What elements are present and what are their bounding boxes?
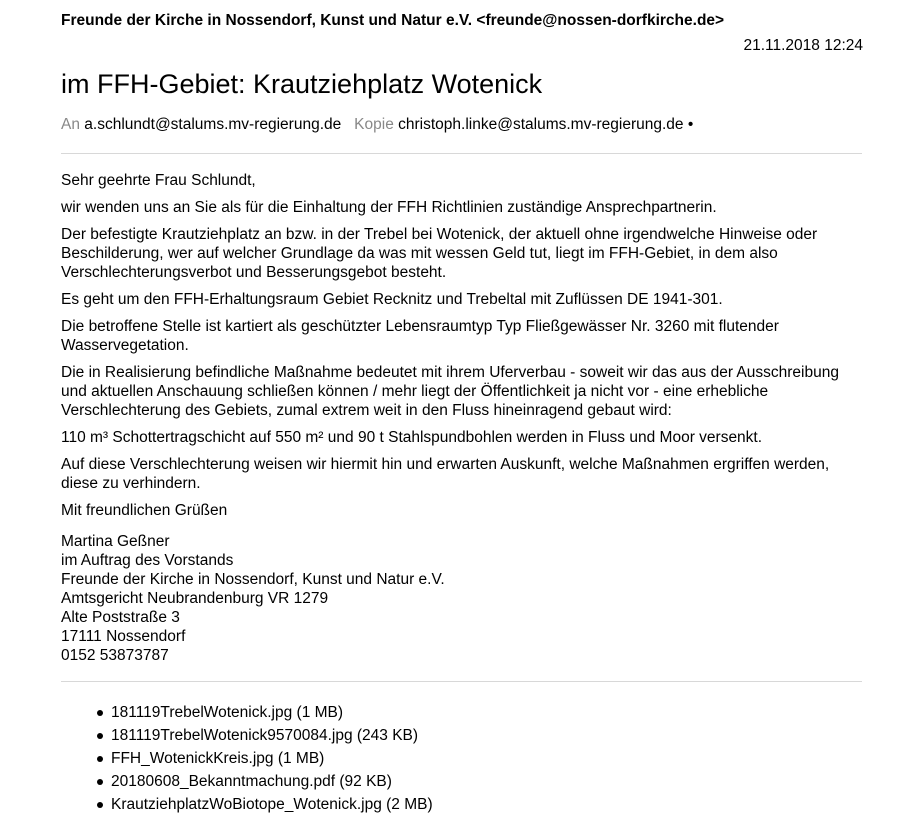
email-body <box>61 171 861 665</box>
attachment-item[interactable]: 181119TrebelWotenick.jpg (1 MB) <box>95 701 433 724</box>
sender[interactable]: Freunde der Kirche in Nossendorf, Kunst und Natur e.V. <freunde@nossen-dorfkirche.de> <box>61 12 725 29</box>
cc-recipient[interactable]: christoph.linke@stalums.mv-regierung.de <box>398 116 684 133</box>
attachment-list <box>95 701 433 816</box>
header-divider <box>61 153 862 154</box>
more-recipients-toggle[interactable]: • <box>687 116 694 133</box>
recipients-line <box>61 114 693 136</box>
cc-label: Kopie <box>354 116 394 133</box>
body-paragraph: Sehr geehrte Frau Schlundt, <box>61 172 256 189</box>
body-paragraph: Mit freundlichen Grüßen <box>61 502 228 519</box>
attachment-item[interactable]: 181119TrebelWotenick9570084.jpg (243 KB) <box>95 724 433 747</box>
signature-line: Alte Poststraße 3 <box>61 609 180 626</box>
attachment-item[interactable]: KrautziehplatzWoBiotope_Wotenick.jpg (2 MB) <box>95 793 433 816</box>
signature-line: Freunde der Kirche in Nossendorf, Kunst und Natur e.V. <box>61 571 445 588</box>
signature-line: im Auftrag des Vorstands <box>61 552 234 569</box>
body-paragraph: Es geht um den FFH-Erhaltungsraum Gebiet Recknitz und Trebeltal mit Zuflüssen DE 1941-301. <box>61 291 723 308</box>
email-header <box>61 10 863 57</box>
signature-line: 17111 Nossendorf <box>61 628 186 645</box>
body-paragraph: wir wenden uns an Sie als für die Einhaltung der FFH Richtlinien zuständige Ansprechpartnerin. <box>61 199 717 216</box>
attachment-item[interactable]: FFH_WotenickKreis.jpg (1 MB) <box>95 747 433 770</box>
signature-line: Amtsgericht Neubrandenburg VR 1279 <box>61 590 329 607</box>
body-paragraph: Der befestigte Krautziehplatz an bzw. in der Trebel bei Wotenick, der aktuell ohne irgendwelche Hinweise oder Beschilderung, wer auf welcher Grundlage da was mit wessen Geld tut, liegt im FFH-Gebiet, in dem also Verschlechterungsverbot und Besserungsgebot besteht. <box>61 226 818 281</box>
body-paragraph: 110 m³ Schottertragschicht auf 550 m² und 90 t Stahlspundbohlen werden in Fluss und Moor versenkt. <box>61 429 763 446</box>
signature-line: 0152 53873787 <box>61 647 169 664</box>
signature <box>61 532 861 665</box>
body-paragraph: Auf diese Verschlechterung weisen wir hiermit hin und erwarten Auskunft, welche Maßnahmen ergriffen werden, diese zu verhindern. <box>61 456 830 492</box>
body-paragraph: Die in Realisierung befindliche Maßnahme bedeutet mit ihrem Uferverbau - soweit wir das aus der Ausschreibung und aktuellen Anschauung schließen können / mehr liegt der Öffentlichkeit ja nicht vor - eine erhebliche Verschlechterung des Gebiets, zumal extrem weit in den Fluss hineinragend gebaut wird: <box>61 364 839 419</box>
sent-date: 21.11.2018 12:24 <box>743 37 863 54</box>
attachments-divider <box>61 681 862 682</box>
body-paragraph: Die betroffene Stelle ist kartiert als geschützter Lebensraumtyp Typ Fließgewässer Nr. 3260 mit flutender Wasservegetation. <box>61 318 779 354</box>
signature-line: Martina Geßner <box>61 533 170 550</box>
email-subject: im FFH-Gebiet: Krautziehplatz Wotenick <box>61 69 543 99</box>
attachment-item[interactable]: 20180608_Bekanntmachung.pdf (92 KB) <box>95 770 433 793</box>
to-recipient[interactable]: a.schlundt@stalums.mv-regierung.de <box>84 116 342 133</box>
to-label: An <box>61 116 80 133</box>
